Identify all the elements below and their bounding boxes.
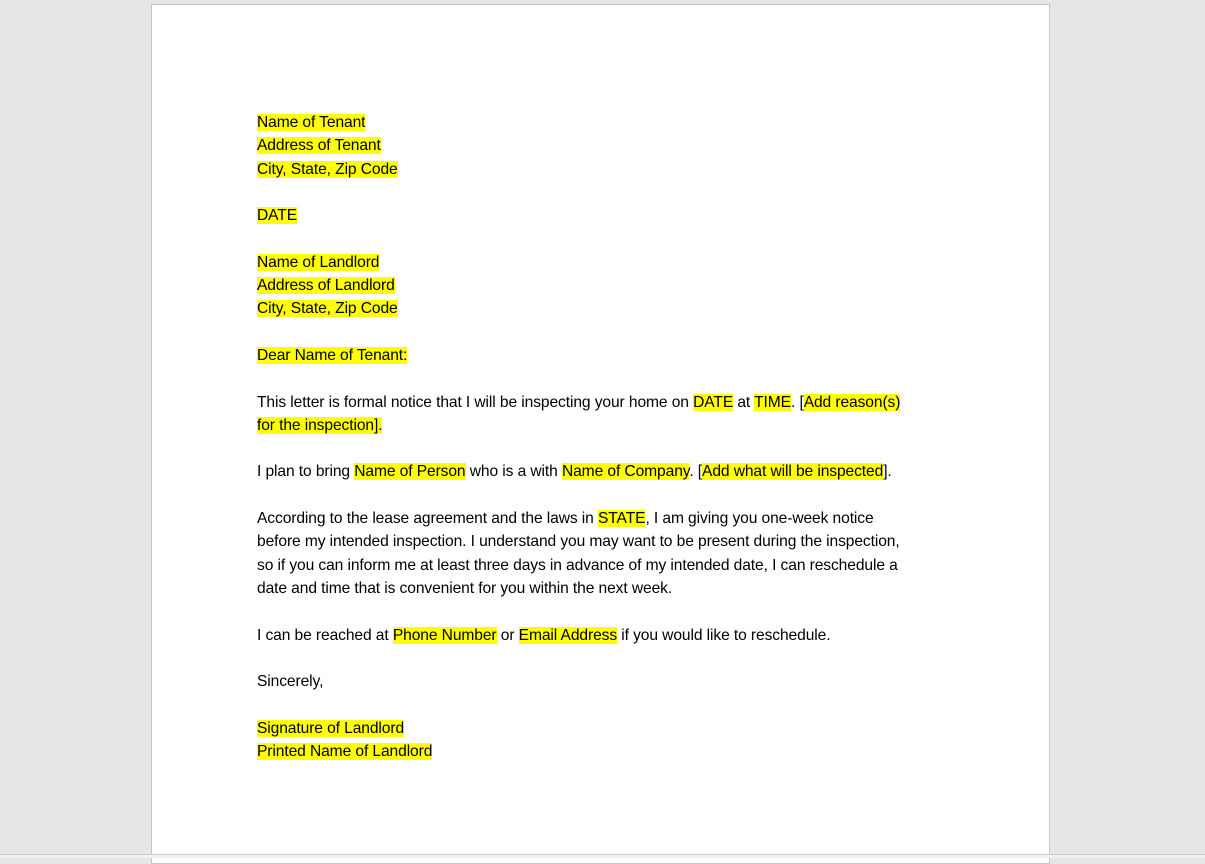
inspection-date-placeholder[interactable]: DATE	[693, 393, 734, 411]
salutation-placeholder[interactable]: Dear Name of Tenant:	[257, 346, 408, 364]
text: who is a with	[465, 463, 562, 481]
inspection-time-placeholder[interactable]: TIME	[754, 393, 791, 411]
inspected-items-placeholder[interactable]: Add what will be inspected	[702, 463, 884, 481]
landlord-name-placeholder[interactable]: Name of Landlord	[257, 253, 380, 271]
text: at	[733, 393, 755, 411]
text: , I am giving you one-week notice	[645, 510, 874, 528]
salutation	[257, 344, 957, 367]
tenant-city-placeholder[interactable]: City, State, Zip Code	[257, 160, 398, 178]
paragraph-lease	[257, 507, 957, 600]
text: I plan to bring	[257, 463, 355, 481]
landlord-address-placeholder[interactable]: Address of Landlord	[257, 277, 395, 295]
letter-body[interactable]	[257, 111, 957, 763]
text: According to the lease agreement and the laws in	[257, 510, 598, 528]
text: ].	[373, 416, 383, 434]
text: . [	[790, 393, 804, 411]
paragraph-contact	[257, 624, 957, 647]
date-placeholder[interactable]: DATE	[257, 207, 298, 225]
reason-placeholder[interactable]: Add reason(s)	[803, 393, 901, 411]
email-placeholder[interactable]: Email Address	[518, 626, 618, 644]
text: ].	[883, 463, 892, 481]
signature-block	[257, 717, 957, 764]
text: I can be reached at	[257, 626, 393, 644]
text: date and time that is convenient for you within the next week.	[257, 579, 673, 597]
paragraph-person	[257, 460, 957, 483]
text: . [	[689, 463, 703, 481]
text: if you would like to reschedule.	[617, 626, 831, 644]
tenant-address-placeholder[interactable]: Address of Tenant	[257, 137, 381, 155]
horizontal-scrollbar-area	[0, 854, 1205, 858]
landlord-city-placeholder[interactable]: City, State, Zip Code	[257, 300, 398, 318]
text: This letter is formal notice that I will be inspecting your home on	[257, 393, 694, 411]
tenant-name-placeholder[interactable]: Name of Tenant	[257, 114, 366, 131]
date-line	[257, 204, 957, 227]
text: or	[496, 626, 519, 644]
text: before my intended inspection. I understand you may want to be present during the inspection,	[257, 533, 900, 551]
paragraph-inspection-notice	[257, 391, 957, 438]
tenant-address-block	[257, 111, 957, 181]
printed-name-placeholder[interactable]: Printed Name of Landlord	[257, 743, 433, 761]
state-placeholder[interactable]: STATE	[597, 510, 646, 528]
reason-placeholder-cont[interactable]: for the inspection	[257, 416, 374, 434]
document-page[interactable]	[151, 4, 1050, 864]
company-name-placeholder[interactable]: Name of Company	[561, 463, 690, 481]
closing: Sincerely,	[257, 673, 324, 691]
phone-placeholder[interactable]: Phone Number	[392, 626, 497, 644]
text: so if you can inform me at least three days in advance of my intended date, I can reschedule a	[257, 556, 898, 574]
person-name-placeholder[interactable]: Name of Person	[354, 463, 466, 481]
landlord-address-block	[257, 251, 957, 321]
signature-placeholder[interactable]: Signature of Landlord	[257, 719, 405, 737]
